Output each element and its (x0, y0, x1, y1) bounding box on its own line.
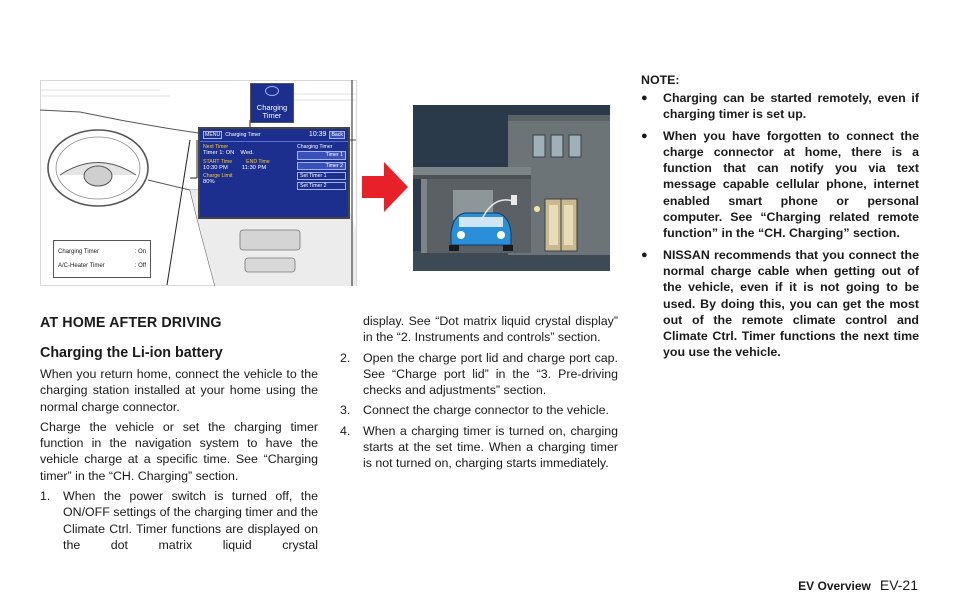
screen-title: Charging Timer (225, 132, 261, 138)
bullet-text: NISSAN recommends that you connect the normal charge cable when getting out of the vehicle, even if it is not going to be used. By doing this, you can get the most out of the remote climate control and Climate Ctrl. Timer functions the next time you use the vehicle. (663, 247, 919, 360)
house-charging-illustration (413, 105, 610, 271)
display-line-label: A/C-Heater Timer (58, 263, 105, 269)
set-timer2-button[interactable]: Set Timer 2 (297, 182, 346, 190)
icon-label-line1: Charging (256, 103, 288, 112)
timer-status: Timer 1: ON (203, 150, 235, 157)
bullet-icon: ● (641, 92, 648, 104)
clock-icon (265, 86, 279, 96)
list-number: 2. (340, 350, 351, 365)
display-line-value: : On (134, 249, 146, 255)
list-text: When a charging timer is turned on, charging starts at the set time. When a charging timer is not turned on, charging starts immediately. (363, 423, 618, 471)
note-title: NOTE: (641, 73, 680, 87)
bullet-text: When you have forgotten to connect the charge connector at home, there is a function that can notify you via text message capable cellular phone, internet enabled smart phone or personal computer. See “Charging related remote function” in the “CH. Charging” section. (663, 128, 919, 241)
charge-limit-value: 80% (203, 179, 215, 186)
end-time-value: 11:30 PM (241, 164, 267, 171)
display-line-label: Charging Timer (58, 249, 100, 255)
list-text-continued: display. See “Dot matrix liquid crystal display” in the “2. Instruments and controls” section. (363, 314, 618, 345)
paragraph: Charge the vehicle or set the charging timer function in the navigation system to have the vehicle charge at a specific time. See “Charging timer” in the “CH. Charging” section. (40, 419, 318, 483)
column-2 (340, 313, 618, 476)
screen-header (200, 129, 348, 142)
list-text: When the power switch is turned off, the ON/OFF settings of the charging timer and the Climate Ctrl. Timer functions are displayed on the dot matrix liquid crystal (63, 489, 318, 552)
column-1 (40, 313, 318, 557)
timer-day: Wed. (240, 150, 254, 157)
footer-section-name: EV Overview (798, 579, 871, 593)
page-footer (798, 577, 918, 594)
list-item (340, 350, 618, 399)
timer2-button[interactable]: Timer 2 (297, 162, 346, 170)
charge-limit-label: Charge Limit (203, 173, 233, 180)
note-bullet (641, 90, 919, 123)
list-number: 4. (340, 423, 351, 438)
navigation-screen (198, 127, 350, 219)
list-number: 3. (340, 403, 351, 418)
next-timer-label: Next Timer (203, 144, 229, 151)
interior-illustration (40, 80, 357, 286)
page-number: EV-21 (879, 577, 918, 593)
icon-label-line2: Timer (262, 111, 282, 120)
back-button[interactable]: Back (331, 132, 343, 138)
timer1-button[interactable]: Timer 1 (297, 151, 346, 159)
paragraph: When you return home, connect the vehicle to the charging station installed at your home using the normal charge connector. (40, 367, 318, 414)
bullet-icon: ● (641, 129, 648, 142)
timer-info-panel (200, 142, 295, 192)
start-time-value: 10:30 PM (203, 164, 228, 171)
side-title: Charging Timer (297, 144, 333, 151)
set-timer1-button[interactable]: Set Timer 1 (297, 172, 346, 180)
charging-timer-icon-box[interactable] (250, 83, 294, 123)
bullet-text: Charging can be started remotely, even if charging timer is set up. (663, 91, 919, 122)
note-bullet (641, 128, 919, 242)
display-line-value: : Off (134, 263, 146, 269)
screen-time: 10:39 (308, 131, 327, 138)
note-bullet (641, 247, 919, 361)
list-text: Connect the charge connector to the vehicle. (363, 403, 609, 418)
list-text: Open the charge port lid and charge port cap. See “Charge port lid” in the “3. Pre-driving checks and adjustments” section. (363, 350, 618, 398)
bullet-icon: ● (641, 248, 648, 261)
dot-matrix-display (53, 240, 151, 278)
section-heading: AT HOME AFTER DRIVING (40, 315, 222, 331)
end-time-label: END Time (246, 158, 270, 165)
sub-heading: Charging the Li-ion battery (40, 345, 223, 361)
menu-button[interactable]: MENU (205, 132, 221, 138)
list-item (40, 488, 318, 553)
list-number: 1. (40, 489, 51, 504)
list-item (340, 423, 618, 472)
timer-button-panel (295, 142, 348, 192)
right-arrow-icon (362, 162, 408, 212)
column-3 (641, 72, 919, 366)
start-time-label: START Time (203, 158, 233, 165)
list-item (340, 402, 618, 418)
